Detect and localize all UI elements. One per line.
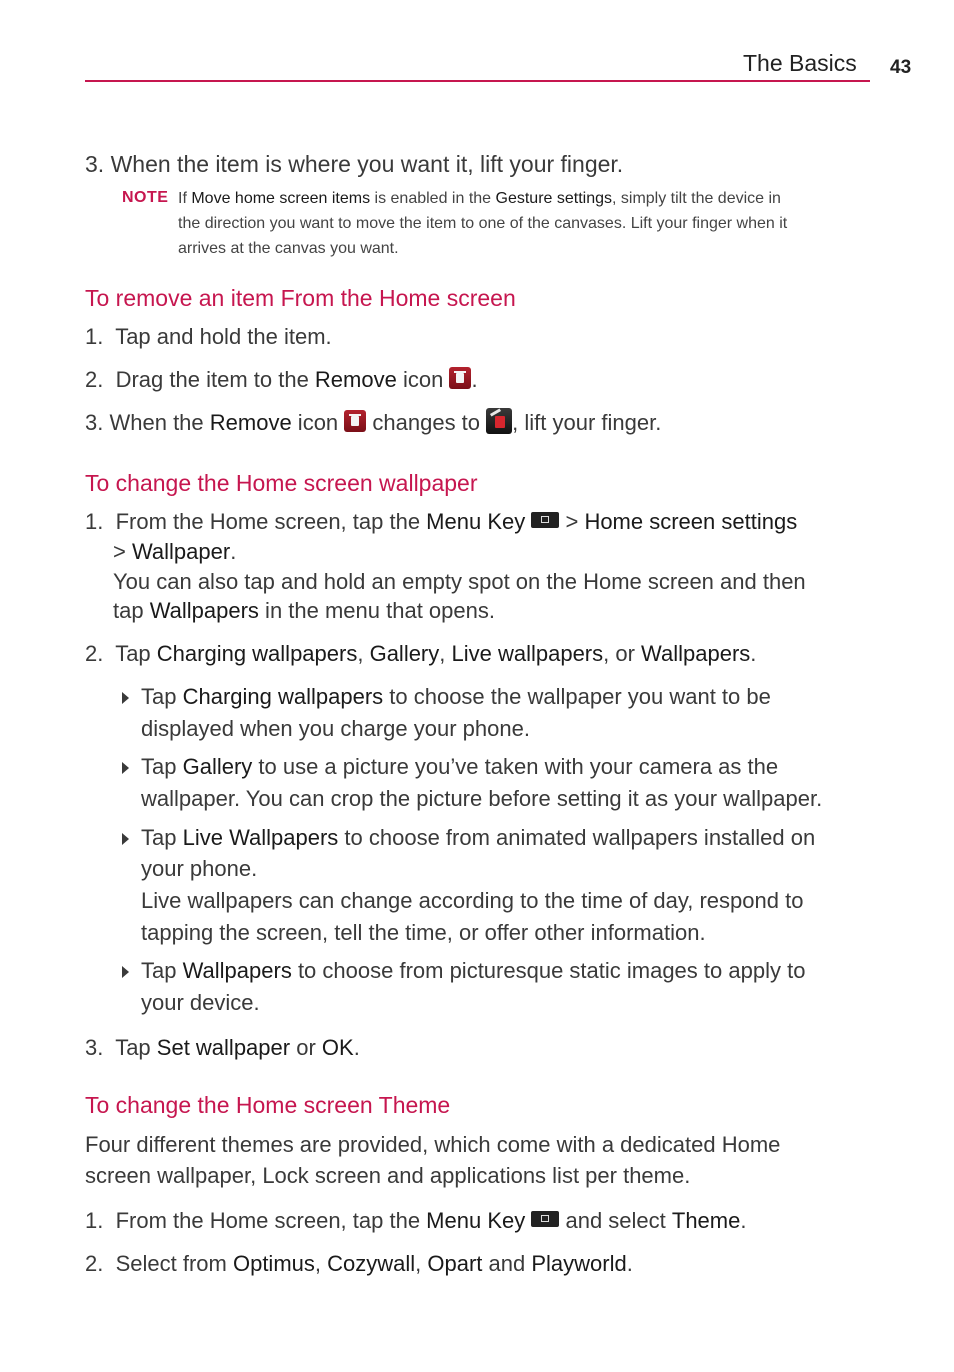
note-label: NOTE <box>122 189 169 206</box>
bullet-live-line-4: tapping the screen, tell the time, or offer other information. <box>141 920 706 945</box>
bullet-wallpapers-line-1: Tap Wallpapers to choose from picturesque static images to apply to <box>141 958 806 983</box>
bullet-live-line-1: Tap Live Wallpapers to choose from animated wallpapers installed on <box>141 825 816 850</box>
theme-step-2: 2. Select from Optimus, Cozywall, Opart and Playworld. <box>85 1251 633 1276</box>
bullet-wallpapers-line-2: your device. <box>141 990 260 1015</box>
note-line-3: arrives at the canvas you want. <box>178 240 399 257</box>
page-number: 43 <box>890 57 912 78</box>
trash-icon <box>449 367 471 389</box>
heading-change-theme: To change the Home screen Theme <box>85 1092 451 1118</box>
heading-remove-item: To remove an item From the Home screen <box>85 285 516 311</box>
menu-key-icon <box>531 1211 559 1227</box>
trash-icon <box>344 410 366 432</box>
bullet-charging-line-2: displayed when you charge your phone. <box>141 716 530 741</box>
theme-paragraph-line-2: screen wallpaper, Lock screen and applications list per theme. <box>85 1163 691 1188</box>
wallpaper-step-1-line-2: > Wallpaper. <box>113 539 237 564</box>
arrow-right-icon <box>122 692 129 704</box>
step-3-lift-finger: 3. When the item is where you want it, lift your finger. <box>85 151 624 177</box>
menu-key-icon <box>531 512 559 528</box>
arrow-right-icon <box>122 762 129 774</box>
arrow-right-icon <box>122 966 129 978</box>
wallpaper-step-3: 3. Tap Set wallpaper or OK. <box>85 1035 360 1060</box>
bullet-gallery-line-1: Tap Gallery to use a picture you’ve taken with your camera as the <box>141 754 779 779</box>
bullet-charging-line-1: Tap Charging wallpapers to choose the wallpaper you want to be <box>141 684 771 709</box>
header-rule <box>85 80 870 82</box>
bullet-gallery-line-2: wallpaper. You can crop the picture before setting it as your wallpaper. <box>141 786 823 811</box>
wallpaper-step-1-line-4: tap Wallpapers in the menu that opens. <box>113 598 495 623</box>
bullet-live-line-3: Live wallpapers can change according to the time of day, respond to <box>141 888 804 913</box>
note-line-1: If Move home screen items is enabled in the Gesture settings, simply tilt the device in <box>178 190 781 207</box>
page-section-title: The Basics <box>743 50 857 76</box>
remove-step-3: 3. When the Remove icon changes to , lift your finger. <box>85 410 662 435</box>
bullet-live-line-2: your phone. <box>141 856 258 881</box>
theme-step-1: 1. From the Home screen, tap the Menu Key and select Theme. <box>85 1208 747 1233</box>
wallpaper-step-1-line-3: You can also tap and hold an empty spot on the Home screen and then <box>113 569 806 594</box>
trash-open-icon <box>486 408 512 434</box>
heading-change-wallpaper: To change the Home screen wallpaper <box>85 470 478 496</box>
theme-paragraph-line-1: Four different themes are provided, which come with a dedicated Home <box>85 1132 781 1157</box>
remove-step-1: 1. Tap and hold the item. <box>85 324 332 349</box>
note-line-2: the direction you want to move the item to one of the canvases. Lift your finger when it <box>178 215 788 232</box>
wallpaper-step-1-line-1: 1. From the Home screen, tap the Menu Key > Home screen settings <box>85 509 798 534</box>
arrow-right-icon <box>122 833 129 845</box>
wallpaper-step-2: 2. Tap Charging wallpapers, Gallery, Live wallpapers, or Wallpapers. <box>85 641 757 666</box>
remove-step-2: 2. Drag the item to the Remove icon . <box>85 367 478 392</box>
